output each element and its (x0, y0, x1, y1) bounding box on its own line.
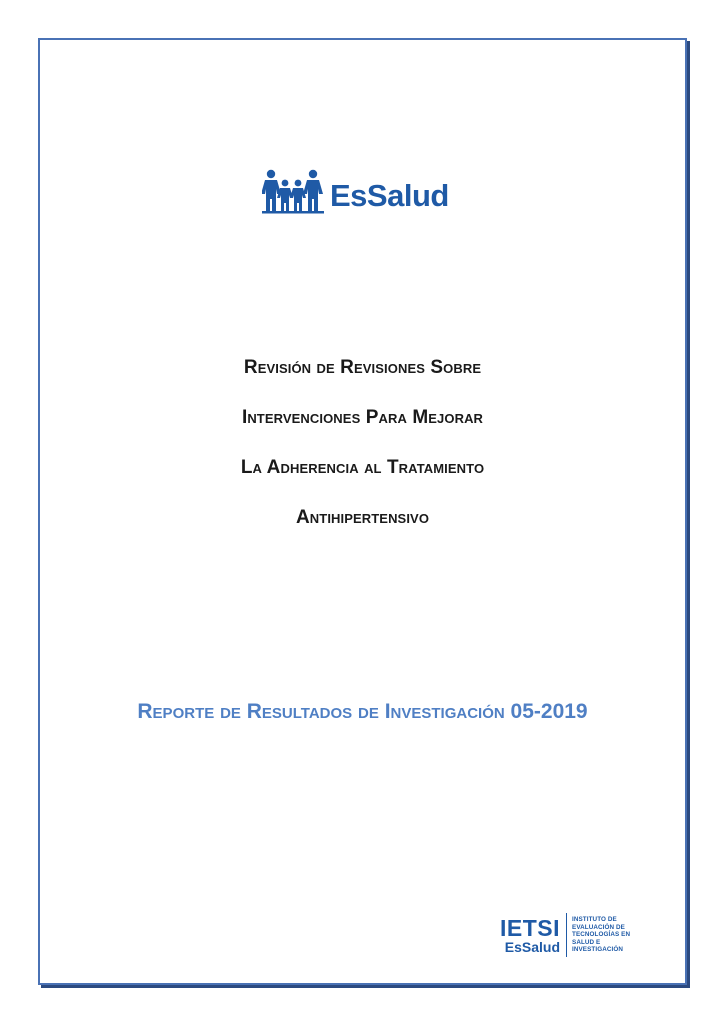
title-line-3: La Adherencia al Tratamiento (240, 457, 485, 478)
essalud-logo-text: EsSalud (330, 178, 449, 213)
ietsi-logo (500, 913, 630, 957)
report-subtitle: Reporte de Resultados de Investigación 05-2019 (137, 700, 588, 723)
family-icon (262, 168, 326, 214)
ietsi-acronym: IETSI (500, 915, 561, 941)
title-line-1: Revisión de Revisiones Sobre (243, 357, 482, 378)
ietsi-logo-mark (500, 916, 560, 954)
document-title (0, 350, 725, 550)
ietsi-name-line-1: INSTITUTO DE (572, 916, 617, 924)
ietsi-name-line-2: EVALUACIÓN DE (572, 923, 625, 931)
ietsi-org: EsSalud (504, 939, 561, 955)
essalud-logo (262, 166, 449, 214)
ietsi-name-line-5: INVESTIGACIÓN (572, 946, 623, 954)
ietsi-name-line-3: TECNOLOGÍAS EN (572, 931, 631, 939)
ietsi-name-line-4: SALUD E (572, 938, 601, 946)
ietsi-divider (566, 913, 567, 957)
title-line-2: Intervenciones Para Mejorar (241, 407, 484, 428)
ietsi-full-name (572, 916, 630, 954)
title-line-4: Antihipertensivo (295, 507, 430, 528)
